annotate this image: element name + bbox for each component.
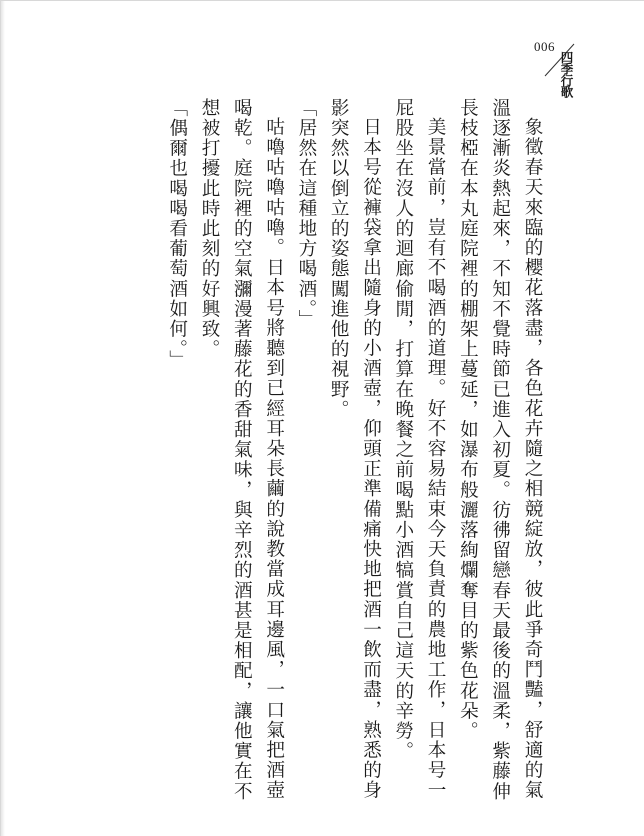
book-title: 四季行歌 <box>559 51 574 97</box>
vertical-body-text <box>160 98 548 810</box>
paragraph: 美景當前，豈有不喝酒的道理。好不容易結束今天負責的農地工作，日本号一屁股坐在沒人的迴廊偷閒，打算在晚餐之前喝點小酒犒賞自己這天的辛勞。 <box>392 98 447 800</box>
paragraph: 日本号從褲袋拿出隨身的小酒壺，仰頭正準備痛快地把酒一飲而盡，熟悉的身影突然以倒立的姿態闖進他的視野。 <box>328 98 382 800</box>
page-number: 006 <box>534 39 555 54</box>
dialogue-line: 「偶爾也喝喝看葡萄酒如何。」 <box>166 98 188 371</box>
page-edge <box>1 1 5 836</box>
paragraph: 咕嚕咕嚕咕嚕。日本号將聽到已經耳朵長繭的說教當成耳邊風，一口氣把酒壺喝乾。庭院裡的空氣瀰漫著藤花的香甜氣味，與辛烈的酒甚是相配，讓他實在不想被打擾此時此刻的好興致。 <box>199 98 285 802</box>
paragraph: 象徵春天來臨的櫻花落盡，各色花卉隨之相競綻放，彼此爭奇鬥豔，舒適的氣溫逐漸炎熱起來，不知不覺時節已進入初夏。彷彿留戀春天最後的溫柔，紫藤伸長枝椏在本丸庭院裡的棚架上蔓延，如瀑布般灑落絢爛奪目的紫色花朵。 <box>457 98 543 802</box>
running-head <box>532 37 592 101</box>
dialogue-line: 「居然在這種地方喝酒。」 <box>295 98 317 330</box>
